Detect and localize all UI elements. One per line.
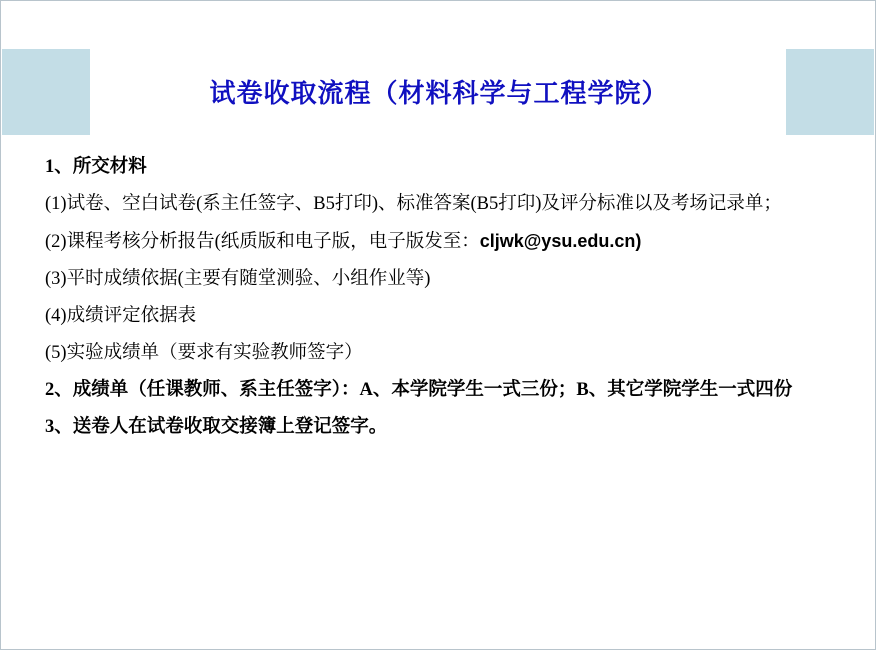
list-item: (5)实验成绩单（要求有实验教师签字） (45, 342, 363, 363)
list-item: (3)平时成绩依据(主要有随堂测验、小组作业等) (45, 268, 431, 289)
slide-body (45, 153, 845, 450)
section-3-heading: 3、送卷人在试卷收取交接簿上登记签字。 (45, 416, 388, 437)
list-item: (4)成绩评定依据表 (45, 305, 197, 326)
section-1-heading: 1、所交材料 (45, 157, 147, 177)
list-item-text: (2)课程考核分析报告(纸质版和电子版，电子版发至： (45, 231, 480, 252)
page-title: 试卷收取流程（材料科学与工程学院） (209, 79, 669, 108)
section-2-heading: 2、成绩单（任课教师、系主任签字）：A、本学院学生一式三份；B、其它学院学生一式四份 (45, 379, 793, 400)
list-item (45, 227, 845, 258)
list-item: (1)试卷、空白试卷(系主任签字、B5打印)、标准答案(B5打印)及评分标准以及考场记录单； (45, 193, 782, 214)
email-address: cljwk@ysu.edu.cn) (479, 230, 642, 251)
